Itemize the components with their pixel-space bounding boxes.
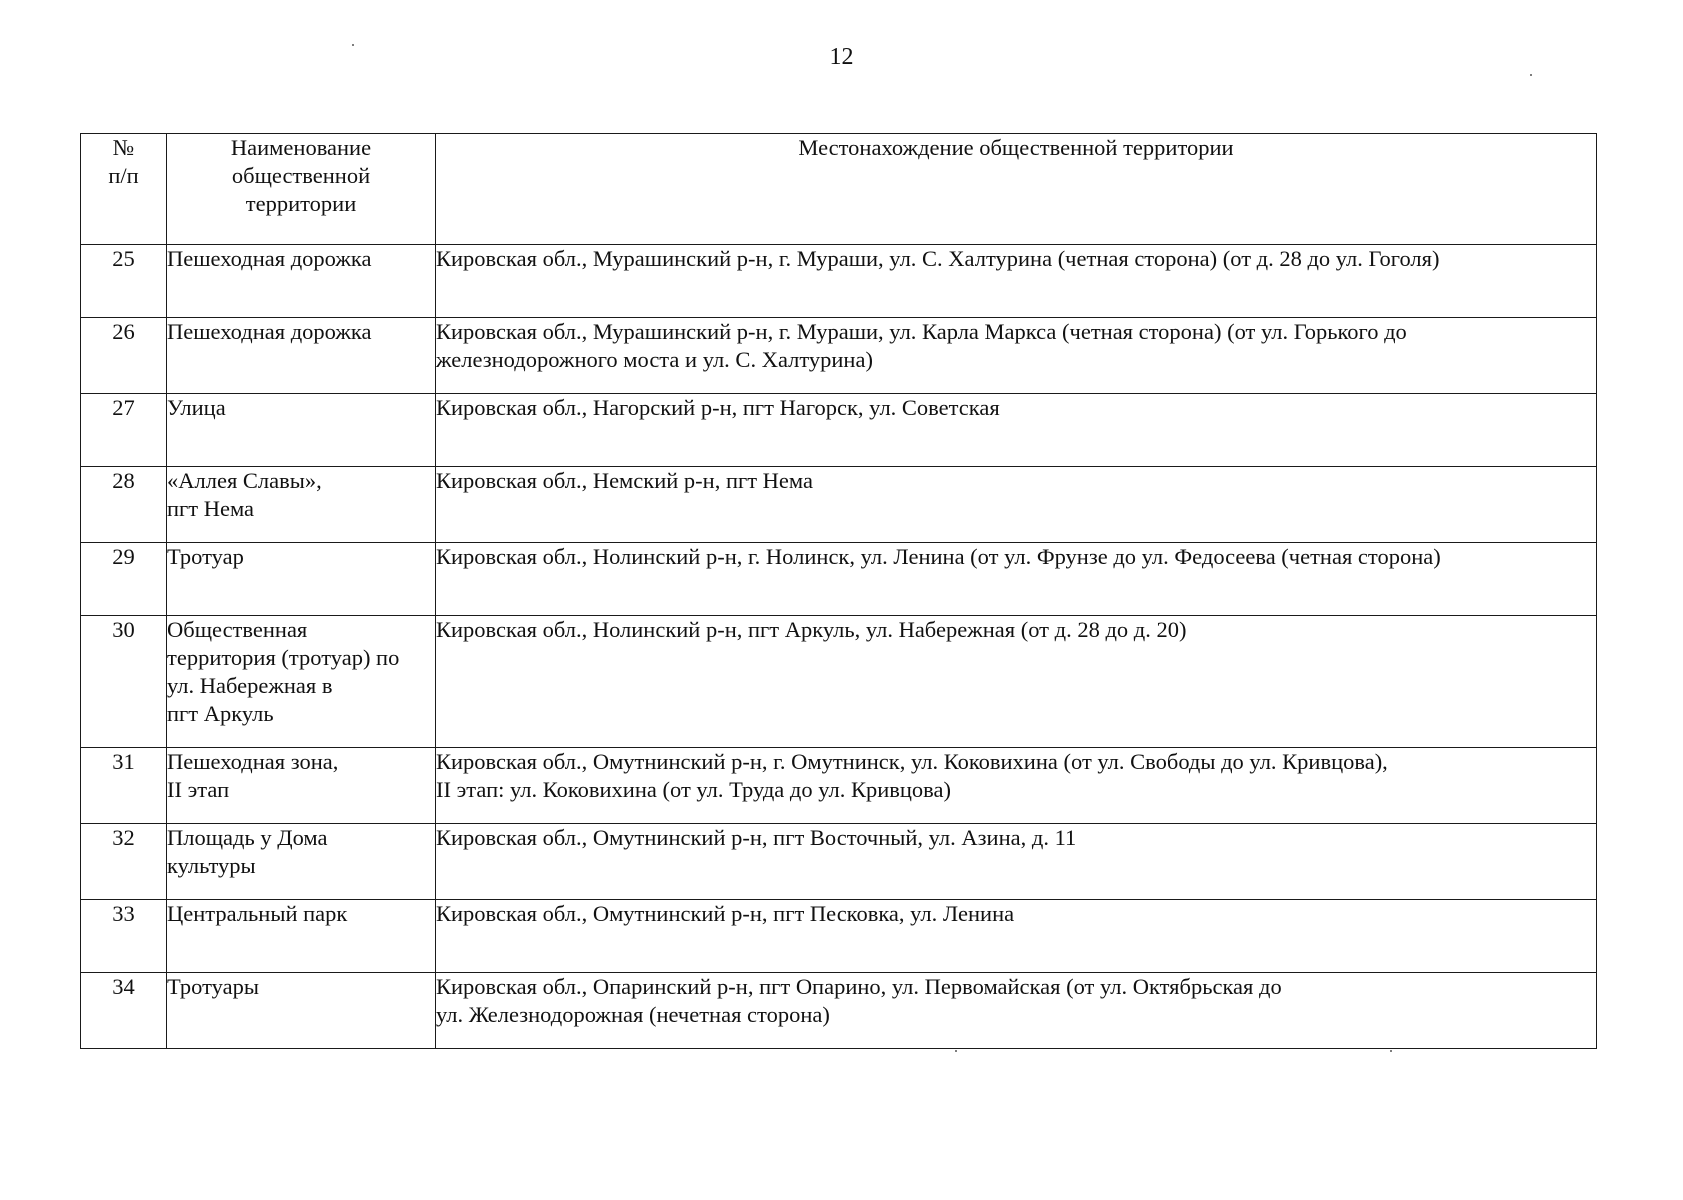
- row-location: [436, 616, 1597, 748]
- header-name: [167, 134, 436, 245]
- row-name-line: культуры: [167, 853, 256, 878]
- row-name: [167, 543, 436, 616]
- row-number: 28: [81, 467, 167, 543]
- scan-speck: [352, 44, 354, 46]
- row-name-line: ул. Набережная в: [167, 673, 333, 698]
- row-location-line: Кировская обл., Омутнинский р-н, пгт Восточный, ул. Азина, д. 11: [436, 825, 1077, 850]
- row-name: [167, 824, 436, 900]
- header-name-line: территории: [245, 191, 357, 216]
- row-location: [436, 467, 1597, 543]
- row-location-line: Кировская обл., Омутнинский р-н, г. Омутнинск, ул. Коковихина (от ул. Свободы до ул. Кривцова),: [436, 749, 1388, 774]
- table-row: [81, 616, 1597, 748]
- table-row: [81, 394, 1597, 467]
- page-number: 12: [829, 44, 854, 70]
- row-location-line: II этап: ул. Коковихина (от ул. Труда до ул. Кривцова): [436, 777, 951, 802]
- row-number: 32: [81, 824, 167, 900]
- row-name-line: Пешеходная зона,: [167, 749, 339, 774]
- header-number-abbr: п/п: [108, 163, 139, 188]
- row-name: [167, 616, 436, 748]
- row-location: [436, 394, 1597, 467]
- table-row: [81, 824, 1597, 900]
- row-location: [436, 900, 1597, 973]
- header-number-sign: №: [112, 135, 135, 160]
- scan-speck: [1530, 74, 1532, 76]
- table-row: [81, 467, 1597, 543]
- scan-speck: [1390, 1050, 1392, 1052]
- row-name: [167, 467, 436, 543]
- row-name-line: пгт Нема: [167, 496, 255, 521]
- row-name-line: Пешеходная дорожка: [167, 246, 372, 271]
- row-location-line: Кировская обл., Мурашинский р-н, г. Мураши, ул. С. Халтурина (четная сторона) (от д. 28 до ул. Гоголя): [436, 246, 1440, 271]
- row-number: 34: [81, 973, 167, 1049]
- row-location: [436, 824, 1597, 900]
- row-name: [167, 900, 436, 973]
- row-name-line: Тротуары: [167, 974, 259, 999]
- row-name-line: Улица: [167, 395, 226, 420]
- row-name-line: Площадь у Дома: [167, 825, 328, 850]
- header-name-line: общественной: [231, 163, 371, 188]
- row-name: [167, 748, 436, 824]
- row-name: [167, 318, 436, 394]
- row-location-line: Кировская обл., Опаринский р-н, пгт Опарино, ул. Первомайская (от ул. Октябрьская до: [436, 974, 1282, 999]
- row-name-line: Центральный парк: [167, 901, 348, 926]
- row-number: 33: [81, 900, 167, 973]
- header-name-line: Наименование: [230, 135, 372, 160]
- row-location: [436, 245, 1597, 318]
- table-row: [81, 973, 1597, 1049]
- row-location-line: Кировская обл., Нолинский р-н, г. Нолинск, ул. Ленина (от ул. Фрунзе до ул. Федосеева (четная сторона): [436, 544, 1441, 569]
- row-name-line: II этап: [167, 777, 230, 802]
- table-header-row: [81, 134, 1597, 245]
- row-location-line: Кировская обл., Немский р-н, пгт Нема: [436, 468, 813, 493]
- row-name-line: Общественная: [167, 617, 308, 642]
- row-location: [436, 543, 1597, 616]
- table-row: [81, 245, 1597, 318]
- row-number: 26: [81, 318, 167, 394]
- row-name-line: территория (тротуар) по: [167, 645, 400, 670]
- row-location-line: Кировская обл., Нолинский р-н, пгт Аркуль, ул. Набережная (от д. 28 до д. 20): [436, 617, 1187, 642]
- table-row: [81, 543, 1597, 616]
- row-number: 25: [81, 245, 167, 318]
- row-location-line: железнодорожного моста и ул. С. Халтурина): [436, 347, 873, 372]
- row-name-line: Пешеходная дорожка: [167, 319, 372, 344]
- territory-table: [80, 133, 1597, 1049]
- row-location-line: ул. Железнодорожная (нечетная сторона): [436, 1002, 830, 1027]
- row-number: 29: [81, 543, 167, 616]
- row-name-line: Тротуар: [167, 544, 244, 569]
- row-location-line: Кировская обл., Мурашинский р-н, г. Мураши, ул. Карла Маркса (четная сторона) (от ул. Горького до: [436, 319, 1407, 344]
- row-name-line: пгт Аркуль: [167, 701, 274, 726]
- row-number: 27: [81, 394, 167, 467]
- table-row: [81, 748, 1597, 824]
- row-name: [167, 973, 436, 1049]
- row-location: [436, 973, 1597, 1049]
- header-number: [81, 134, 167, 245]
- row-location: [436, 748, 1597, 824]
- row-name: [167, 394, 436, 467]
- table-row: [81, 900, 1597, 973]
- row-name-line: «Аллея Славы»,: [167, 468, 322, 493]
- row-location-line: Кировская обл., Омутнинский р-н, пгт Песковка, ул. Ленина: [436, 901, 1015, 926]
- row-number: 30: [81, 616, 167, 748]
- row-location: [436, 318, 1597, 394]
- scan-speck: [955, 1050, 957, 1052]
- row-location-line: Кировская обл., Нагорский р-н, пгт Нагорск, ул. Советская: [436, 395, 1000, 420]
- row-number: 31: [81, 748, 167, 824]
- header-location: Местонахождение общественной территории: [436, 134, 1597, 245]
- table-row: [81, 318, 1597, 394]
- row-name: [167, 245, 436, 318]
